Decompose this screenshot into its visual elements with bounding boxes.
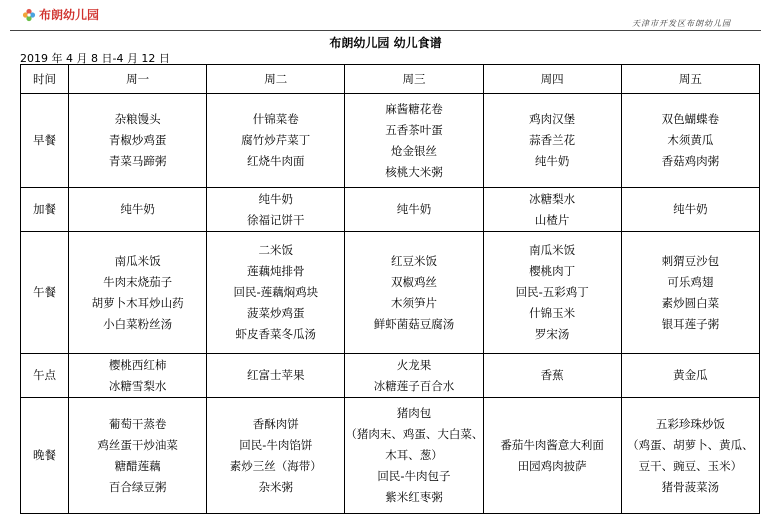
menu-cell-thursday: [483, 398, 621, 514]
menu-item: 猪骨菠菜汤: [661, 479, 720, 494]
menu-item: 樱桃西红柿: [108, 357, 167, 372]
menu-item: 黄金瓜: [673, 368, 708, 382]
menu-item: 回民-牛肉包子: [377, 469, 451, 483]
menu-item: 回民-五彩鸡丁: [515, 285, 589, 299]
menu-item: 樱桃肉丁: [529, 264, 576, 278]
logo-flower-icon: [22, 8, 36, 22]
menu-cell-monday: [69, 232, 207, 354]
column-header-monday: 周一: [69, 65, 207, 94]
menu-item: 素炒三丝（海带）: [229, 458, 322, 473]
menu-item: 葡萄干蒸卷: [108, 416, 167, 431]
menu-item: 糖醋莲藕: [114, 458, 161, 473]
menu-item: 红烧牛肉面: [247, 154, 305, 168]
menu-item: 香菇鸡肉粥: [661, 154, 720, 168]
menu-cell-thursday: [483, 232, 621, 354]
menu-item: 百合绿豆粥: [108, 479, 167, 494]
menu-item: 木须黄瓜: [667, 133, 714, 147]
logo-text: 布朗幼儿园: [39, 8, 100, 22]
table-row: [21, 94, 760, 188]
menu-item: 什锦玉米: [529, 306, 576, 320]
table-row: [21, 188, 760, 232]
menu-item: 火龙果: [396, 357, 432, 372]
menu-body: [21, 94, 760, 514]
menu-item: 菠菜炒鸡蛋: [247, 306, 305, 320]
menu-item: 猪肉包: [396, 406, 432, 420]
menu-item: 鸡肉汉堡: [529, 112, 576, 126]
column-header-friday: 周五: [621, 65, 759, 94]
meal-label: 午点: [21, 354, 69, 398]
menu-cell-wednesday: [345, 94, 483, 188]
menu-item: 莲藕炖排骨: [247, 264, 305, 278]
meal-label: 加餐: [21, 188, 69, 232]
menu-item: 香蕉: [540, 368, 564, 382]
menu-cell-thursday: [483, 354, 621, 398]
menu-cell-tuesday: [207, 232, 345, 354]
menu-cell-wednesday: [345, 354, 483, 398]
page-header: [0, 0, 771, 32]
menu-item: 杂粮馒头: [114, 112, 161, 126]
menu-item: 徐福记饼干: [247, 212, 305, 227]
meal-label: 晚餐: [21, 398, 69, 514]
column-header-tuesday: 周二: [207, 65, 345, 94]
menu-item: 小白菜粉丝汤: [103, 316, 173, 331]
menu-item: 杂米粥: [258, 479, 294, 494]
column-header-wednesday: 周三: [345, 65, 483, 94]
menu-item: 虾皮香菜冬瓜汤: [235, 327, 317, 341]
table-row: [21, 354, 760, 398]
menu-item: 二米饭: [258, 243, 294, 257]
menu-cell-thursday: [483, 94, 621, 188]
menu-item: 山楂片: [534, 212, 570, 227]
menu-cell-friday: [621, 232, 759, 354]
menu-item: 刺猬豆沙包: [661, 253, 720, 268]
menu-cell-tuesday: [207, 398, 345, 514]
header-divider: [10, 30, 761, 31]
menu-cell-wednesday: [345, 398, 483, 514]
menu-item: 冰糖莲子百合水: [373, 378, 455, 393]
menu-item: 腐竹炒芹菜丁: [241, 133, 311, 147]
menu-item: 牛肉末烧茄子: [103, 274, 173, 289]
menu-item: 南瓜米饭: [114, 253, 161, 268]
menu-cell-thursday: [483, 188, 621, 232]
menu-cell-friday: [621, 94, 759, 188]
menu-item: 青菜马蹄粥: [108, 154, 167, 168]
menu-cell-friday: [621, 188, 759, 232]
menu-item: 纯牛奶: [396, 202, 432, 216]
menu-item: 番茄牛肉酱意大利面: [500, 437, 604, 452]
menu-item: （鸡蛋、胡萝卜、黄瓜、: [627, 437, 754, 452]
menu-item: 紫米红枣粥: [385, 490, 443, 504]
menu-item: 香酥肉饼: [252, 416, 299, 431]
menu-item: 双色蝴蝶卷: [661, 112, 720, 126]
menu-item: 核桃大米粥: [385, 164, 443, 179]
meal-label: 早餐: [21, 94, 69, 188]
menu-item: 五彩珍珠炒饭: [655, 416, 725, 431]
column-header-thursday: 周四: [483, 65, 621, 94]
menu-item: （猪肉末、鸡蛋、大白菜、: [345, 427, 484, 441]
menu-item: 罗宋汤: [534, 327, 570, 341]
menu-cell-friday: [621, 354, 759, 398]
menu-item: 素炒圆白菜: [661, 295, 720, 310]
menu-item: 青椒炒鸡蛋: [108, 133, 167, 147]
menu-item: 可乐鸡翅: [667, 274, 714, 289]
menu-cell-tuesday: [207, 188, 345, 232]
menu-table: [20, 64, 760, 514]
menu-item: 纯牛奶: [120, 202, 155, 216]
menu-cell-monday: [69, 188, 207, 232]
table-row: [21, 232, 760, 354]
menu-item: 田园鸡肉披萨: [517, 458, 587, 473]
menu-item: 豆干、豌豆、玉米）: [638, 458, 743, 473]
menu-cell-wednesday: [345, 232, 483, 354]
menu-item: 南瓜米饭: [529, 243, 576, 257]
menu-cell-wednesday: [345, 188, 483, 232]
menu-cell-tuesday: [207, 354, 345, 398]
menu-item: 纯牛奶: [673, 202, 708, 216]
menu-item: 蒜香兰花: [529, 133, 576, 147]
menu-item: 红豆米饭: [390, 253, 437, 268]
menu-item: 鲜虾菌菇豆腐汤: [373, 316, 455, 331]
table-header-row: [21, 65, 760, 94]
menu-item: 炝金银丝: [390, 143, 437, 158]
date-range: 2019 年 4 月 8 日-4 月 12 日: [20, 52, 170, 65]
column-header-time: 时间: [21, 65, 69, 94]
menu-item: 双椒鸡丝: [390, 274, 437, 289]
menu-cell-monday: [69, 354, 207, 398]
menu-item: 冰糖雪梨水: [108, 378, 167, 393]
menu-item: 鸡丝蛋干炒油菜: [97, 437, 178, 452]
menu-item: 红富士苹果: [247, 368, 305, 382]
organization-name: 天津市开发区布朗幼儿园: [632, 19, 731, 28]
menu-item: 银耳莲子粥: [661, 316, 720, 331]
menu-item: 木耳、葱）: [385, 448, 443, 462]
menu-item: 冰糖梨水: [529, 191, 576, 206]
menu-item: 纯牛奶: [534, 154, 570, 168]
menu-item: 纯牛奶: [258, 191, 294, 206]
meal-label: 午餐: [21, 232, 69, 354]
menu-cell-friday: [621, 398, 759, 514]
menu-item: 木须笋片: [390, 295, 437, 310]
table-row: [21, 398, 760, 514]
document-title: 布朗幼儿园 幼儿食谱: [329, 36, 442, 50]
menu-item: 胡萝卜木耳炒山药: [91, 295, 184, 310]
menu-item: 五香茶叶蛋: [385, 122, 443, 137]
menu-item: 什锦菜卷: [252, 112, 299, 126]
menu-cell-tuesday: [207, 94, 345, 188]
menu-cell-monday: [69, 94, 207, 188]
menu-cell-monday: [69, 398, 207, 514]
menu-item: 麻酱糖花卷: [385, 101, 443, 116]
menu-item: 回民-牛肉馅饼: [239, 437, 313, 452]
menu-item: 回民-莲藕焖鸡块: [233, 285, 319, 299]
logo: [22, 6, 99, 23]
